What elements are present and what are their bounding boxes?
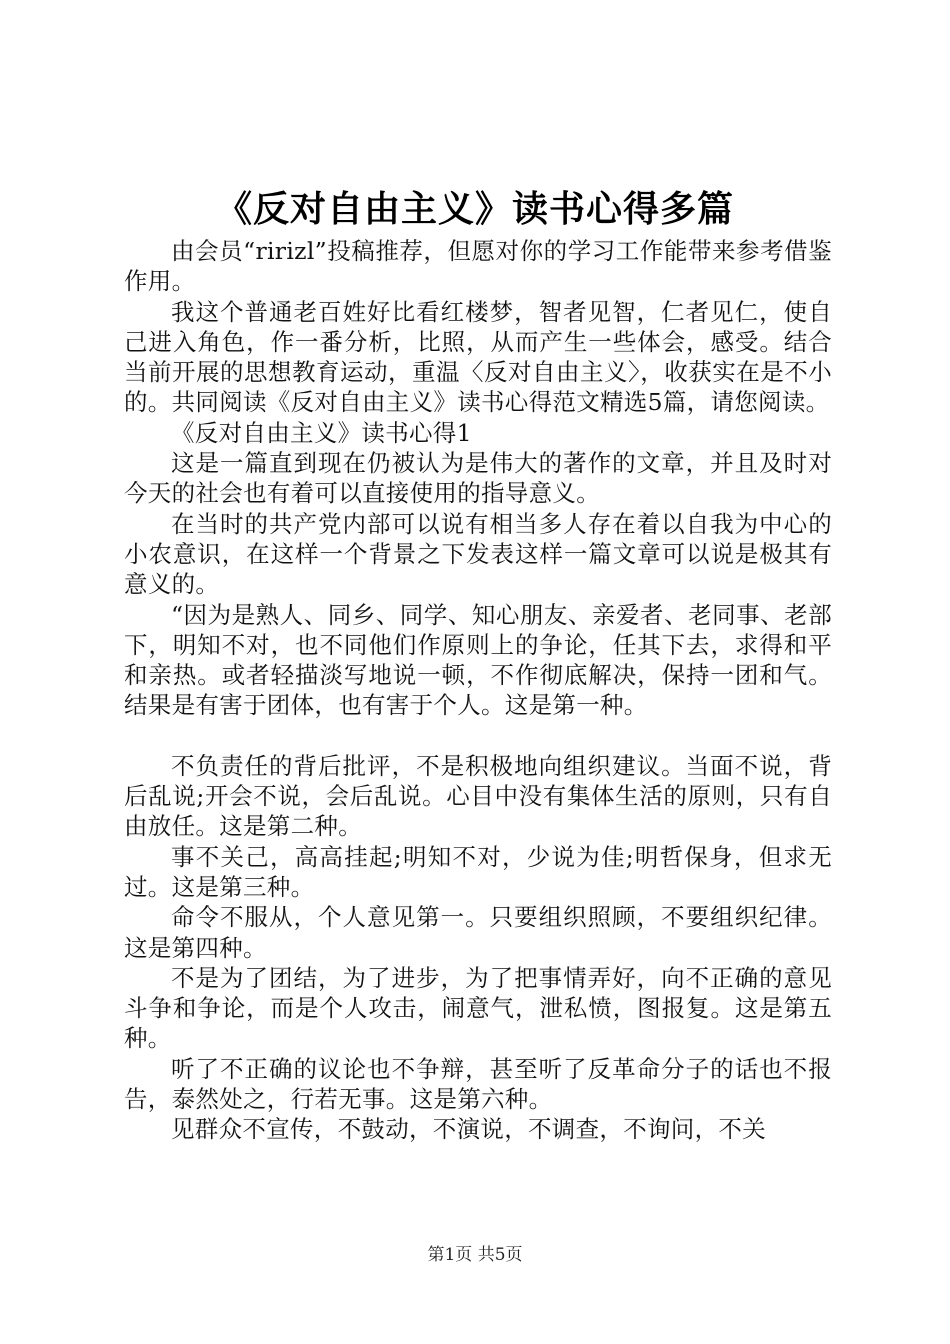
paragraph: 不负责任的背后批评，不是积极地向组织建议。当面不说，背后乱说;开会不说，会后乱说。心目中没有集体生活的原则，只有自由放任。这是第二种。 (124, 751, 832, 841)
paragraph: 事不关己，高高挂起;明知不对，少说为佳;明哲保身，但求无过。这是第三种。 (124, 842, 832, 901)
paragraph: 听了不正确的议论也不争辩，甚至听了反革命分子的话也不报告，泰然处之，行若无事。这是第六种。 (124, 1054, 832, 1114)
section-heading: 《反对自由主义》读书心得1 (171, 418, 472, 447)
paragraph: 在当时的共产党内部可以说有相当多人存在着以自我为中心的小农意识，在这样一个背景之下发表这样一篇文章可以说是极其有意义的。 (124, 509, 832, 599)
document-title: 《反对自由主义》读书心得多篇 (215, 188, 734, 230)
paragraph-quote: “因为是熟人、同乡、同学、知心朋友、亲爱者、老同事、老部下，明知不对，也不同他们作原则上的争论，任其下去，求得和平和亲热。或者轻描淡写地说一顿，不作彻底解决，保持一团和气。结果是有害于团体，也有害于个人。这是第一种。 (124, 600, 832, 720)
paragraph-truncated: 见群众不宣传，不鼓动，不演说，不调查，不询问，不关 (171, 1115, 766, 1144)
paragraph: 这是一篇直到现在仍被认为是伟大的著作的文章，并且及时对今天的社会也有着可以直接使用的指导意义。 (124, 449, 832, 508)
paragraph: 命令不服从，个人意见第一。只要组织照顾，不要组织纪律。这是第四种。 (124, 903, 832, 962)
paragraph-preface: 我这个普通老百姓好比看红楼梦，智者见智，仁者见仁，使自己进入角色，作一番分析，比照，从而产生一些体会，感受。结合当前开展的思想教育运动，重温〈反对自由主义〉，收获实在是不小的。共同阅读《反对自由主义》读书心得范文精选5篇，请您阅读。 (124, 297, 832, 417)
page-footer: 第1页 共5页 (427, 1245, 523, 1265)
paragraph: 不是为了团结，为了进步，为了把事情弄好，向不正确的意见斗争和争论，而是个人攻击，闹意气，泄私愤，图报复。这是第五种。 (124, 963, 832, 1053)
paragraph-intro: 由会员“ririzl”投稿推荐，但愿对你的学习工作能带来参考借鉴作用。 (124, 237, 832, 296)
document-body (124, 236, 832, 1145)
